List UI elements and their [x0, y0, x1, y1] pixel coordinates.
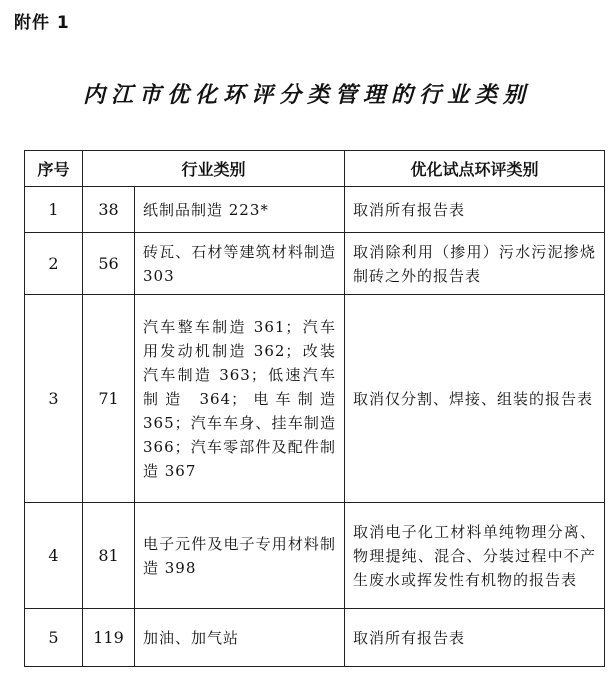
row-category: 电子元件及电子专用材料制造 398: [135, 503, 345, 609]
table-row: [25, 503, 605, 609]
row-optimization: 取消所有报告表: [345, 187, 605, 233]
header-industry: 行业类别: [83, 151, 345, 187]
header-optimization: 优化试点环评类别: [345, 151, 605, 187]
row-code: 38: [83, 187, 135, 233]
row-code: 56: [83, 233, 135, 295]
row-seq: 1: [25, 187, 83, 233]
header-seq: 序号: [25, 151, 83, 187]
row-category: 汽车整车制造 361；汽车用发动机制造 362；改装汽车制造 363；低速汽车制造 364；电车制造 365；汽车车身、挂车制造 366；汽车零部件及配件制造 367: [135, 295, 345, 503]
table-header-row: [25, 151, 605, 187]
row-seq: 3: [25, 295, 83, 503]
row-code: 81: [83, 503, 135, 609]
table-row: [25, 187, 605, 233]
table-row: [25, 295, 605, 503]
row-optimization: 取消除利用（掺用）污水污泥掺烧制砖之外的报告表: [345, 233, 605, 295]
row-seq: 2: [25, 233, 83, 295]
industry-category-table: [24, 150, 605, 667]
row-code: 71: [83, 295, 135, 503]
table-row: [25, 609, 605, 667]
row-seq: 4: [25, 503, 83, 609]
row-category: 纸制品制造 223*: [135, 187, 345, 233]
row-category: 砖瓦、石材等建筑材料制造 303: [135, 233, 345, 295]
row-optimization: 取消所有报告表: [345, 609, 605, 667]
document-title: 内江市优化环评分类管理的行业类别: [82, 82, 531, 108]
row-optimization: 取消仅分割、焊接、组装的报告表: [345, 295, 605, 503]
table-row: [25, 233, 605, 295]
row-optimization: 取消电子化工材料单纯物理分离、物理提纯、混合、分装过程中不产生废水或挥发性有机物的报告表: [345, 503, 605, 609]
row-category: 加油、加气站: [135, 609, 345, 667]
row-seq: 5: [25, 609, 83, 667]
attachment-label: 附件 1: [14, 13, 70, 33]
row-code: 119: [83, 609, 135, 667]
